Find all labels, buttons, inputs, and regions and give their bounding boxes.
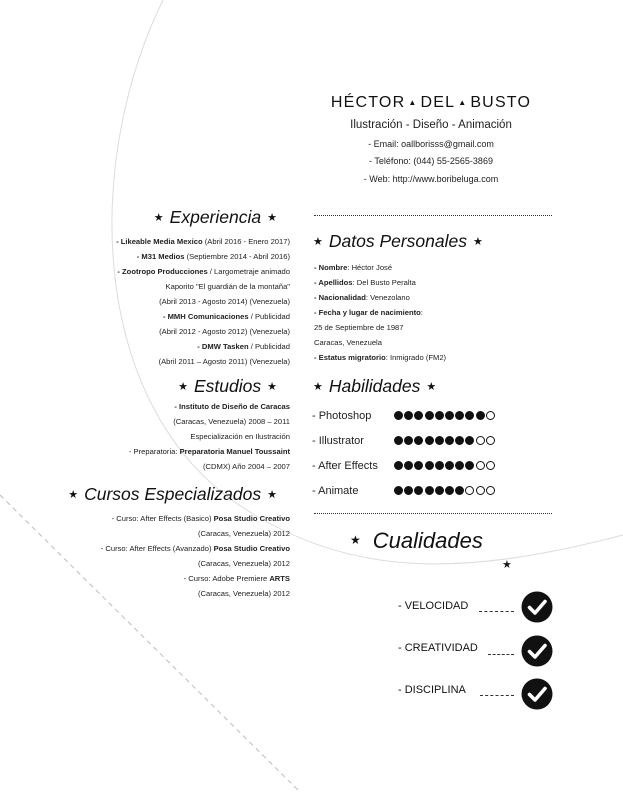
last-name: BUSTO bbox=[470, 94, 532, 111]
rating-dot-filled bbox=[425, 461, 434, 470]
rating-dot-empty bbox=[465, 486, 474, 495]
rating-dot-filled bbox=[435, 411, 444, 420]
rating-dot-empty bbox=[486, 461, 495, 470]
course-line: - Curso: After Effects (Basico) Posa Studio Creativo bbox=[111, 514, 290, 523]
rating-dot-empty bbox=[486, 486, 495, 495]
rating-dot-filled bbox=[414, 461, 423, 470]
star-icon: ★ bbox=[267, 212, 277, 224]
rating-dot-filled bbox=[445, 411, 454, 420]
rating-dot-filled bbox=[465, 436, 474, 445]
star-icon: ★ bbox=[153, 212, 164, 224]
rating-dot-filled bbox=[425, 436, 434, 445]
middle-name: DEL bbox=[420, 94, 456, 111]
rating-dot-filled bbox=[455, 436, 464, 445]
quality-leader-line bbox=[488, 654, 514, 655]
experience-line: Kaporito "El guardián de la montaña" bbox=[165, 282, 290, 291]
quality-leader-line bbox=[479, 611, 514, 612]
rating-dot-filled bbox=[435, 486, 444, 495]
rating-dot-filled bbox=[394, 436, 403, 445]
rating-dot-filled bbox=[425, 411, 434, 420]
rating-dot-filled bbox=[435, 436, 444, 445]
rating-dot-filled bbox=[435, 461, 444, 470]
section-title-datos: ★ Datos Personales ★ bbox=[313, 231, 483, 251]
experience-line: - Likeable Media Mexico (Abril 2016 - Enero 2017) bbox=[116, 237, 290, 246]
check-circle-icon bbox=[521, 591, 553, 623]
skill-rating bbox=[394, 436, 495, 447]
section-title-experiencia: ★ Experiencia ★ bbox=[153, 207, 277, 227]
experience-line: - Zootropo Producciones / Largometraje animado bbox=[117, 267, 290, 276]
experience-line: - MMH Comunicaciones / Publicidad bbox=[162, 312, 290, 321]
rating-dot-filled bbox=[445, 486, 454, 495]
rating-dot-filled bbox=[465, 411, 474, 420]
tagline: Ilustración - Diseño - Animación bbox=[350, 119, 512, 131]
star-icon: ★ bbox=[350, 533, 361, 547]
star-icon: ★ bbox=[68, 489, 79, 501]
skill-name: - Animate bbox=[312, 485, 359, 497]
rating-dot-filled bbox=[404, 461, 413, 470]
skill-rating bbox=[394, 486, 495, 497]
section-title-cualidades: ★ Cualidades bbox=[350, 528, 483, 553]
triangle-up-icon: ▲ bbox=[458, 98, 468, 107]
studies-line: Especialización en Ilustración bbox=[190, 432, 290, 441]
rating-dot-filled bbox=[394, 411, 403, 420]
diagonal-dashed-line bbox=[0, 495, 300, 792]
personal-data-line: 25 de Septiembre de 1987 bbox=[314, 323, 404, 332]
quality-leader-line bbox=[480, 695, 514, 696]
section-title-cursos: ★ Cursos Especializados ★ bbox=[68, 484, 277, 504]
rating-dot-filled bbox=[455, 486, 464, 495]
rating-dot-empty bbox=[486, 411, 495, 420]
rating-dot-filled bbox=[404, 436, 413, 445]
rating-dot-empty bbox=[486, 436, 495, 445]
studies-line: (Caracas, Venezuela) 2008 – 2011 bbox=[173, 417, 290, 426]
contact-phone: - Teléfono: (044) 55-2565-3869 bbox=[369, 156, 493, 166]
experience-line: (Abril 2012 - Agosto 2012) (Venezuela) bbox=[159, 327, 290, 336]
rating-dot-filled bbox=[455, 461, 464, 470]
rating-dot-filled bbox=[414, 411, 423, 420]
course-line: (Caracas, Venezuela) 2012 bbox=[197, 529, 290, 538]
rating-dot-filled bbox=[394, 461, 403, 470]
studies-line: (CDMX) Año 2004 – 2007 bbox=[203, 462, 290, 471]
name-heading bbox=[300, 94, 562, 112]
section-title-estudios: ★ Estudios ★ bbox=[178, 376, 277, 396]
rating-dot-filled bbox=[425, 486, 434, 495]
rating-dot-filled bbox=[404, 411, 413, 420]
rating-dot-filled bbox=[455, 411, 464, 420]
personal-data-line: - Fecha y lugar de nacimiento: bbox=[314, 308, 423, 317]
quality-label: - VELOCIDAD bbox=[398, 600, 469, 612]
star-icon: ★ bbox=[313, 381, 323, 393]
experience-line: - DMW Tasken / Publicidad bbox=[197, 342, 290, 351]
quality-label: - DISCIPLINA bbox=[398, 684, 466, 696]
personal-data-line: - Nombre: Héctor José bbox=[314, 263, 393, 272]
personal-data-line: - Nacionalidad: Venezolano bbox=[314, 293, 410, 302]
rating-dot-empty bbox=[476, 436, 485, 445]
experience-line: - M31 Medios (Septiembre 2014 - Abril 2016) bbox=[136, 252, 290, 261]
rating-dot-filled bbox=[476, 411, 485, 420]
rating-dot-empty bbox=[476, 486, 485, 495]
skill-name: - Photoshop bbox=[312, 410, 372, 422]
star-icon: ★ bbox=[502, 559, 512, 571]
quality-label: - CREATIVIDAD bbox=[398, 642, 478, 654]
check-circle-icon bbox=[521, 678, 553, 710]
rating-dot-filled bbox=[414, 486, 423, 495]
personal-data-line: - Apellidos: Del Busto Peralta bbox=[314, 278, 416, 287]
rating-dot-filled bbox=[445, 436, 454, 445]
course-line: (Caracas, Venezuela) 2012 bbox=[197, 559, 290, 568]
dotted-divider bbox=[314, 215, 552, 216]
skill-name: - After Effects bbox=[312, 460, 378, 472]
rating-dot-filled bbox=[445, 461, 454, 470]
star-icon: ★ bbox=[313, 236, 323, 248]
rating-dot-filled bbox=[465, 461, 474, 470]
rating-dot-filled bbox=[404, 486, 413, 495]
experience-line: (Abril 2013 - Agosto 2014) (Venezuela) bbox=[159, 297, 290, 306]
studies-line: - Instituto de Diseño de Caracas bbox=[174, 402, 290, 411]
skill-name: - Illustrator bbox=[312, 435, 364, 447]
dotted-divider bbox=[314, 513, 552, 514]
skill-rating bbox=[394, 461, 495, 472]
course-line: (Caracas, Venezuela) 2012 bbox=[197, 589, 290, 598]
rating-dot-empty bbox=[476, 461, 485, 470]
star-icon: ★ bbox=[267, 489, 277, 501]
rating-dot-filled bbox=[394, 486, 403, 495]
first-name: HÉCTOR bbox=[330, 94, 406, 111]
skill-rating bbox=[394, 411, 495, 422]
contact-web[interactable]: - Web: http://www.boribeluga.com bbox=[363, 174, 499, 184]
check-circle-icon bbox=[521, 635, 553, 667]
star-icon: ★ bbox=[267, 381, 277, 393]
triangle-up-icon: ▲ bbox=[408, 98, 418, 107]
course-line: - Curso: After Effects (Avanzado) Posa Studio Creativo bbox=[100, 544, 290, 553]
star-icon: ★ bbox=[426, 381, 437, 393]
contact-email[interactable]: - Email: oallborisss@gmail.com bbox=[368, 139, 494, 149]
star-icon: ★ bbox=[473, 236, 483, 248]
star-icon: ★ bbox=[178, 381, 188, 393]
personal-data-line: - Estatus migratorio: Inmigrado (FM2) bbox=[314, 353, 447, 362]
section-title-habilidades: ★ Habilidades ★ bbox=[313, 376, 437, 396]
personal-data-line: Caracas, Venezuela bbox=[314, 338, 382, 347]
course-line: - Curso: Adobe Premiere ARTS bbox=[183, 574, 290, 583]
rating-dot-filled bbox=[414, 436, 423, 445]
experience-line: (Abril 2011 – Agosto 2011) (Venezuela) bbox=[158, 357, 290, 366]
studies-line: - Preparatoria: Preparatoria Manuel Toussaint bbox=[128, 447, 290, 456]
